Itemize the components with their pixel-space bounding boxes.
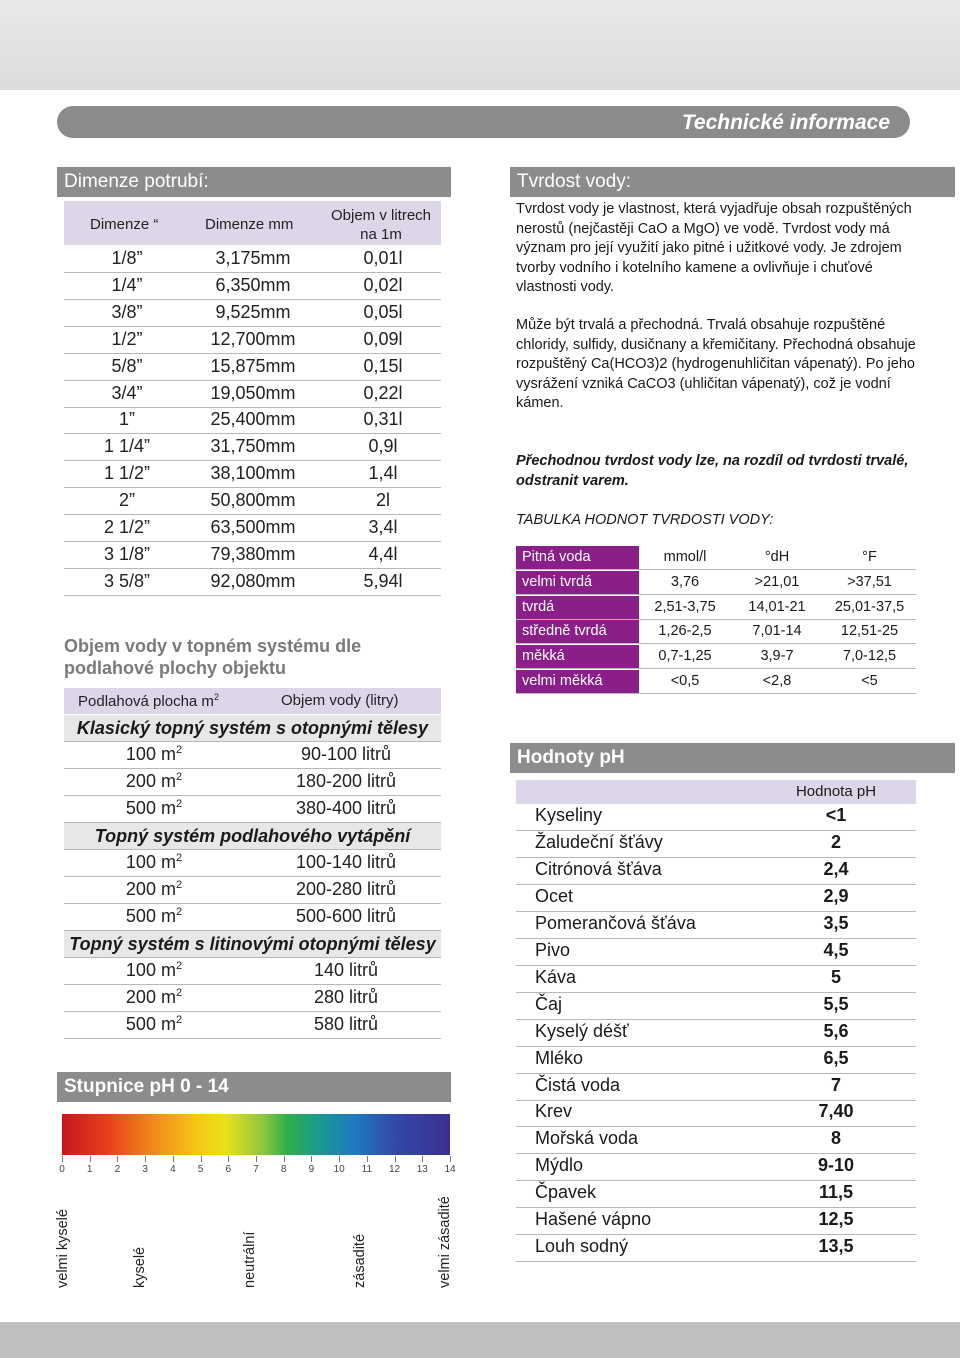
floor-area-value: 200 m [125, 987, 176, 1007]
hardness-value: <0,5 [670, 673, 700, 689]
ph-substance: Krev [535, 1101, 573, 1122]
table-row [516, 571, 916, 595]
table-row [516, 831, 916, 858]
floor-area [64, 906, 244, 927]
floor-category: Klasický topný systém s otopnými tělesy [64, 715, 441, 742]
scale-label: velmi zásadité [437, 1196, 453, 1288]
table-row [516, 645, 916, 669]
pipe-volume: 0,22l [363, 382, 403, 403]
pipe-volume: 4,4l [368, 543, 398, 564]
scale-label: neutrální [242, 1231, 258, 1288]
scale-label: zásadité [352, 1233, 368, 1288]
hardness-category: středně tvrdá [516, 620, 639, 643]
floor-volume: 580 litrů [313, 1014, 379, 1034]
floor-volume: 380-400 litrů [295, 798, 397, 818]
ph-value: 9-10 [817, 1155, 855, 1176]
ph-substance: Žaludeční šťávy [535, 831, 663, 852]
floor-area-sup: 2 [175, 987, 183, 999]
table-row [516, 1208, 916, 1235]
hardness-value: 1,26-2,5 [658, 623, 712, 640]
pipe-inch: 3 5/8” [103, 570, 151, 591]
ph-substance: Mořská voda [535, 1128, 639, 1149]
ph-value: 2 [830, 831, 841, 852]
floor-col-area [78, 692, 219, 710]
floor-table-header [64, 688, 441, 714]
pipe-inch: 1/2” [111, 328, 143, 349]
table-row [516, 912, 916, 939]
pipe-mm: 92,080mm [210, 570, 296, 591]
scale-label: kyselé [132, 1246, 148, 1288]
hardness-value: 7,0-12,5 [842, 648, 897, 665]
ph-values-title: Hodnoty pH [510, 743, 955, 773]
pipe-inch: 3/4” [111, 382, 143, 403]
pipe-volume: 3,4l [368, 517, 398, 537]
table-row [516, 1074, 916, 1101]
table-row [516, 993, 916, 1020]
pipe-inch: 1/4” [111, 274, 143, 295]
pipe-mm: 12,700mm [210, 328, 296, 349]
table-row [64, 407, 441, 434]
hardness-category: velmi měkká [516, 670, 639, 693]
scale-tick [339, 1156, 340, 1162]
ph-substance: Káva [535, 966, 577, 987]
floor-area [64, 771, 244, 792]
pipe-inch: 2 1/2” [103, 517, 151, 537]
floor-col-volume: Objem vody (litry) [281, 692, 399, 709]
table-row [516, 546, 916, 570]
scale-tick [228, 1156, 229, 1162]
scale-tick [256, 1156, 257, 1162]
floor-area [64, 960, 244, 981]
table-row [516, 1154, 916, 1181]
ph-value: 13,5 [818, 1236, 854, 1257]
floor-area [64, 987, 244, 1008]
scale-tick [422, 1156, 423, 1162]
floor-area-sup: 2 [175, 1014, 183, 1026]
table-row [64, 488, 441, 515]
hardness-value: 3,9-7 [760, 648, 794, 665]
table-row [516, 804, 916, 831]
scale-tick [62, 1156, 63, 1162]
ph-value: 7 [830, 1074, 841, 1095]
table-row [64, 515, 441, 542]
scale-tick-label: 10 [333, 1164, 345, 1175]
table-row [64, 354, 441, 381]
hardness-value: mmol/l [663, 549, 707, 565]
table-row [516, 858, 916, 885]
pipe-mm: 25,400mm [210, 409, 296, 430]
table-row [64, 904, 441, 931]
ph-value: 5 [830, 966, 841, 987]
table-row [516, 1235, 916, 1262]
pipe-inch: 3/8” [111, 301, 143, 322]
pipe-mm: 63,500mm [210, 517, 296, 537]
table-row [64, 769, 441, 796]
scale-tick-label: 11 [361, 1164, 373, 1175]
hardness-value: 3,76 [670, 573, 700, 590]
ph-substance: Čistá voda [535, 1074, 621, 1095]
table-row [64, 300, 441, 327]
table-row [516, 1020, 916, 1047]
table-row [64, 569, 441, 596]
floor-area [64, 852, 244, 873]
table-row [516, 1181, 916, 1208]
ph-value: 12,5 [818, 1209, 854, 1230]
scale-tick-label: 7 [253, 1164, 259, 1175]
hardness-category: velmi tvrdá [516, 571, 639, 594]
pipe-inch: 1” [118, 409, 135, 430]
pipes-table-header [64, 201, 441, 245]
scale-tick [284, 1156, 285, 1162]
scale-tick-label: 9 [308, 1164, 315, 1175]
floor-area [64, 1014, 244, 1035]
ph-value: 4,5 [823, 939, 849, 960]
pipe-volume: 2l [375, 490, 390, 511]
scale-tick-label: 0 [59, 1164, 65, 1175]
hardness-value: 14,01-21 [748, 598, 806, 615]
hardness-value: 12,51-25 [840, 623, 899, 640]
scale-tick-label: 3 [142, 1164, 148, 1175]
floor-area-sup: 2 [175, 906, 183, 918]
ph-value: 7,40 [818, 1101, 854, 1122]
floor-area-value: 200 m [125, 879, 176, 899]
scale-tick [201, 1156, 202, 1162]
header-bar [57, 106, 910, 138]
table-row [64, 985, 441, 1012]
pipe-mm: 15,875mm [210, 355, 296, 376]
pipe-mm: 6,350mm [215, 274, 291, 295]
floor-area-sup: 2 [175, 879, 183, 891]
hardness-value: 25,01-37,5 [834, 598, 905, 615]
scale-tick [173, 1156, 174, 1162]
hardness-paragraph-1: Tvrdost vody je vlastnost, která vyjadřuje obsah rozpuštěných nerostů (nejčastěji CaO a MgO) ve vodě. Tvrdost vody má význam pro její využití jako pitné i užitkové vody. Je zdrojem tvorby vodního i kotelního kamene a ovlivňuje i chuťové vlastnosti vody. [516, 201, 912, 295]
ph-substance: Hašené vápno [535, 1209, 652, 1230]
pipe-volume: 0,9l [368, 436, 398, 457]
table-row [516, 620, 916, 644]
ph-scale-title: Stupnice pH 0 - 14 [57, 1072, 451, 1102]
pipes-col-mm: Dimenze mm [205, 216, 294, 233]
floor-area-sup: 2 [175, 852, 183, 864]
ph-value: 11,5 [818, 1182, 854, 1203]
table-row [516, 939, 916, 966]
scale-tick-label: 13 [416, 1164, 428, 1175]
pipe-volume: 0,15l [363, 355, 403, 376]
table-row [64, 1012, 441, 1039]
ph-value: 6,5 [823, 1047, 849, 1068]
floor-area-value: 500 m [125, 798, 176, 818]
scale-tick [450, 1156, 451, 1162]
pipes-col-volume: Objem v litrech [330, 207, 432, 224]
floor-volume: 280 litrů [313, 987, 379, 1007]
table-row [516, 885, 916, 912]
ph-substance: Pomerančová šťáva [535, 912, 696, 933]
floor-area-sup: 2 [175, 798, 183, 810]
ph-value: 8 [830, 1128, 841, 1149]
ph-substance: Louh sodný [535, 1236, 629, 1257]
pipe-inch: 5/8” [111, 355, 143, 376]
floor-area-value: 100 m [125, 960, 176, 980]
ph-substance: Ocet [535, 885, 574, 906]
floor-area-value: 500 m [125, 906, 176, 926]
floor-area-value: 500 m [125, 1014, 176, 1034]
ph-color-spectrum [62, 1114, 450, 1155]
pipe-mm: 19,050mm [210, 382, 296, 403]
table-row [64, 850, 441, 877]
scale-tick-label: 8 [280, 1164, 287, 1175]
table-row [516, 1100, 916, 1127]
pipe-inch: 3 1/8” [103, 543, 151, 564]
ph-substance: Pivo [535, 939, 571, 960]
hardness-value: 7,01-14 [752, 623, 802, 640]
hardness-value: 0,7-1,25 [658, 648, 712, 665]
floor-area-value: 100 m [125, 744, 176, 764]
pipe-mm: 50,800mm [210, 490, 296, 511]
scale-tick-label: 14 [444, 1164, 456, 1175]
scale-tick [117, 1156, 118, 1162]
pipe-mm: 9,525mm [215, 301, 291, 322]
hardness-paragraph-3: Přechodnou tvrdost vody lze, na rozdíl od tvrdosti trvalé, odstranit varem. [516, 453, 909, 489]
hardness-value: >21,01 [754, 573, 800, 590]
ph-value: 5,6 [823, 1020, 849, 1041]
pipes-col-inch: Dimenze “ [90, 216, 159, 233]
floor-volume: 200-280 litrů [295, 879, 397, 899]
floor-area-value: 200 m [125, 771, 176, 791]
table-row [64, 461, 441, 488]
pipes-col-volume-unit: na 1m [360, 226, 402, 243]
floor-col-area-sup: 2 [213, 692, 219, 702]
pipes-title: Dimenze potrubí: [57, 167, 451, 197]
table-row [64, 877, 441, 904]
pipe-mm: 79,380mm [210, 543, 296, 564]
table-row [64, 542, 441, 569]
ph-value: 3,5 [823, 912, 849, 933]
ph-substance: Citrónová šťáva [535, 858, 662, 879]
table-row [516, 1047, 916, 1074]
floor-area-value: 100 m [125, 852, 176, 872]
floor-category: Topný systém podlahového vytápění [64, 823, 441, 850]
floor-area-sup: 2 [175, 744, 183, 756]
scale-tick-label: 12 [389, 1164, 401, 1175]
hardness-title: Tvrdost vody: [510, 167, 955, 197]
scale-tick-label: 5 [197, 1164, 204, 1175]
top-band [0, 0, 960, 90]
floor-area-sup: 2 [175, 771, 183, 783]
table-row [64, 246, 441, 273]
hardness-paragraph-2: Může být trvalá a přechodná. Trvalá obsahuje rozpuštěné chloridy, sulfidy, dusičnany a křemičitany. Přechodná obsahuje rozpuštěný Ca(HCO3)2 (hydrogenuhličitan vápenatý). Po jeho vysrážení vzniká CaCO3 (uhličitan vápenatý), což je vodní kámen. [516, 317, 916, 411]
pipe-volume: 1,4l [368, 463, 398, 484]
pipe-volume: 0,01l [363, 248, 403, 268]
floor-category: Topný systém s litinovými otopnými tělesy [64, 931, 441, 958]
ph-substance: Mléko [535, 1047, 584, 1068]
scale-tick-label: 1 [86, 1164, 93, 1175]
table-row [64, 381, 441, 408]
table-row [516, 670, 916, 694]
hardness-value: 2,51-3,75 [654, 598, 716, 615]
ph-substance: Mýdlo [535, 1155, 584, 1176]
scale-tick [395, 1156, 396, 1162]
hardness-value: <5 [861, 673, 878, 689]
floor-area-sup: 2 [175, 960, 183, 972]
pipe-mm: 3,175mm [215, 248, 291, 268]
hardness-category: tvrdá [516, 596, 639, 619]
floor-col-area-label: Podlahová plocha m [78, 693, 214, 710]
ph-value: 2,4 [823, 858, 849, 879]
floor-volume: 90-100 litrů [300, 744, 392, 764]
pipe-volume: 0,05l [363, 301, 403, 322]
floor-volume: 100-140 litrů [295, 852, 397, 872]
pipe-mm: 31,750mm [210, 436, 296, 457]
floor-volume: 180-200 litrů [295, 771, 397, 791]
scale-tick [145, 1156, 146, 1162]
hardness-table-title: TABULKA HODNOT TVRDOSTI VODY: [516, 512, 774, 528]
pipe-inch: 1 1/2” [103, 463, 151, 484]
pipe-volume: 5,94l [363, 570, 403, 591]
ph-value: 5,5 [823, 993, 849, 1014]
pipe-inch: 1/8” [111, 248, 143, 268]
scale-tick [311, 1156, 312, 1162]
ph-substance: Kyselý déšť [535, 1020, 629, 1041]
scale-label: velmi kyselé [55, 1209, 71, 1288]
scale-tick-label: 4 [170, 1164, 176, 1175]
pipe-mm: 38,100mm [210, 463, 296, 484]
ph-substance: Čpavek [535, 1182, 597, 1203]
hardness-value: <2,8 [762, 673, 792, 689]
ph-substance: Čaj [535, 993, 563, 1014]
hardness-category: Pitná voda [516, 546, 639, 569]
scale-tick-label: 6 [225, 1164, 232, 1175]
hardness-category: měkká [516, 645, 639, 668]
table-row [64, 434, 441, 461]
table-row [64, 273, 441, 300]
pipe-inch: 1 1/4” [103, 436, 151, 457]
table-row [64, 327, 441, 354]
floor-title: Objem vody v topném systému dle podlahové plochy objektu [64, 636, 362, 678]
ph-value: 2,9 [823, 885, 849, 906]
pipe-volume: 0,31l [363, 409, 403, 430]
table-row [64, 958, 441, 985]
scale-tick [367, 1156, 368, 1162]
hardness-value: °dH [764, 549, 790, 565]
table-row [516, 596, 916, 620]
table-row [64, 742, 441, 769]
ph-substance: Kyseliny [535, 805, 603, 825]
floor-area [64, 879, 244, 900]
floor-volume: 140 litrů [313, 960, 379, 980]
bottom-band [0, 1322, 960, 1358]
hardness-value: °F [862, 549, 877, 565]
ph-values-col: Hodnota pH [795, 783, 877, 800]
pipe-volume: 0,02l [363, 274, 403, 295]
ph-value: <1 [825, 805, 847, 825]
table-row [64, 796, 441, 823]
hardness-value: >37,51 [847, 573, 892, 590]
scale-tick-label: 2 [114, 1164, 121, 1175]
table-row [516, 966, 916, 993]
floor-volume: 500-600 litrů [295, 906, 397, 926]
pipe-inch: 2” [118, 490, 135, 511]
floor-area [64, 744, 244, 765]
pipe-volume: 0,09l [363, 328, 403, 349]
scale-tick [90, 1156, 91, 1162]
ph-values-header [516, 780, 916, 804]
floor-area [64, 798, 244, 819]
header-title: Technické informace [681, 111, 890, 134]
table-row [516, 1127, 916, 1154]
